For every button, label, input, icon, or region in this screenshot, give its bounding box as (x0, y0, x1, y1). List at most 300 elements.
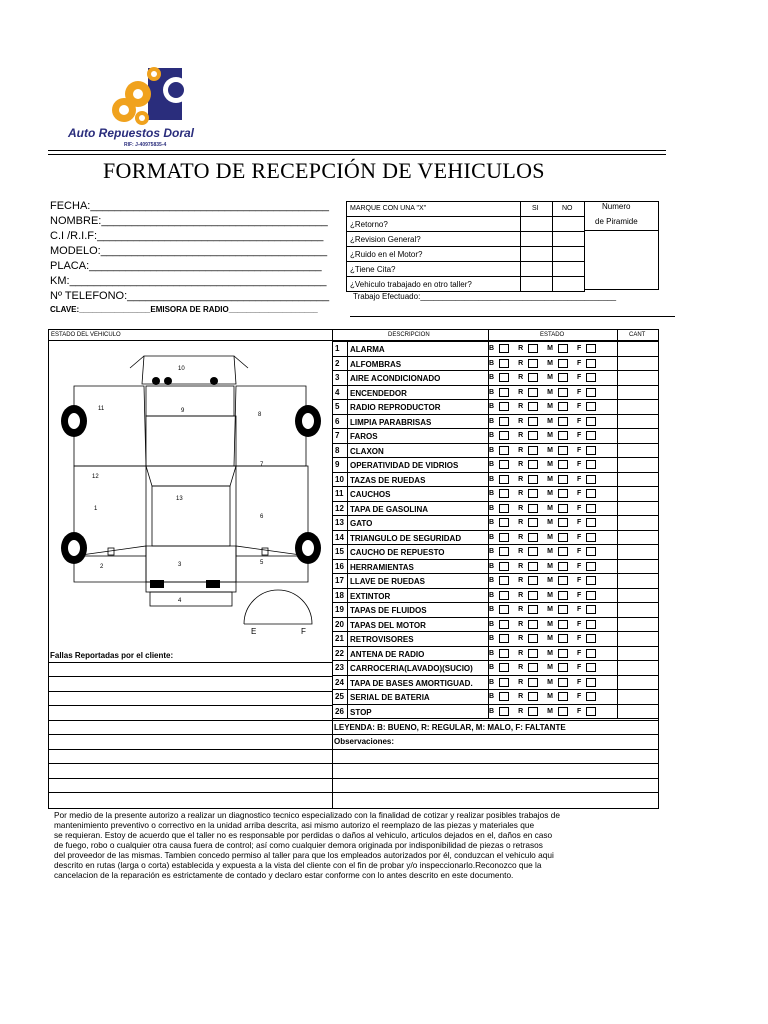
fallas-line[interactable] (48, 705, 332, 706)
question-row (346, 216, 521, 232)
item-number: 17 (335, 576, 344, 585)
estado-letter: R (518, 635, 524, 643)
fallas-line[interactable] (48, 749, 332, 750)
estado-checkbox[interactable] (558, 446, 568, 455)
estado-letter: M (547, 548, 553, 556)
estado-letter: B (489, 707, 495, 715)
fallas-line[interactable] (48, 662, 332, 663)
estado-options (489, 388, 605, 397)
estado-letter: F (576, 635, 582, 643)
si-header: SI (532, 205, 539, 212)
estado-checkbox[interactable] (528, 431, 538, 440)
si-checkbox[interactable] (520, 216, 553, 232)
estado-letter: R (518, 417, 524, 425)
diagram-label-10: 10 (178, 366, 185, 372)
estado-letter: M (547, 591, 553, 599)
estado-checkbox[interactable] (558, 634, 568, 643)
estado-checkbox[interactable] (499, 547, 509, 556)
item-number: 3 (335, 373, 340, 382)
estado-letter: F (576, 475, 582, 483)
estado-letter: M (547, 533, 553, 541)
estado-letter: M (547, 606, 553, 614)
diagram-label-5: 5 (260, 560, 264, 566)
estado-header: ESTADO (540, 332, 565, 338)
estado-letter: F (576, 490, 582, 498)
estado-checkbox[interactable] (499, 402, 509, 411)
estado-checkbox[interactable] (499, 605, 509, 614)
estado-checkbox[interactable] (499, 707, 509, 716)
estado-checkbox[interactable] (499, 533, 509, 542)
si-checkbox[interactable] (520, 276, 553, 292)
estado-options (489, 446, 605, 455)
estado-checkbox[interactable] (558, 518, 568, 527)
item-number: 26 (335, 706, 344, 716)
item-description: SERIAL DE BATERIA (350, 693, 430, 702)
question-label: ¿Vehiculo trabajado en otro taller? (350, 280, 472, 289)
observaciones-line[interactable] (332, 778, 659, 779)
diagram-label-8: 8 (258, 412, 262, 418)
fallas-line[interactable] (48, 676, 332, 677)
question-label: ¿Tiene Cita? (350, 265, 396, 274)
estado-checkbox[interactable] (586, 663, 596, 672)
leyenda: LEYENDA: B: BUENO, R: REGULAR, M: MALO, F: FALTANTE (334, 723, 566, 732)
diagram-label-2: 2 (100, 564, 104, 570)
item-number: 12 (335, 503, 344, 513)
estado-checkbox[interactable] (499, 460, 509, 469)
estado-checkbox[interactable] (558, 489, 568, 498)
field-telefono[interactable]: Nº TELEFONO:_________________________________ (50, 290, 330, 302)
estado-checkbox[interactable] (528, 605, 538, 614)
estado-letter: F (576, 707, 582, 715)
gear-logo-icon (94, 64, 204, 130)
estado-checkbox[interactable] (586, 533, 596, 542)
estado-checkbox[interactable] (586, 489, 596, 498)
estado-checkbox[interactable] (586, 359, 596, 368)
estado-checkbox[interactable] (499, 562, 509, 571)
item-number: 9 (335, 460, 340, 469)
field-clave[interactable]: CLAVE:________________EMISORA DE RADIO____________________ (50, 305, 318, 314)
estado-checkbox[interactable] (558, 649, 568, 658)
estado-options (489, 431, 605, 440)
estado-checkbox[interactable] (558, 562, 568, 571)
estado-options (489, 678, 605, 687)
item-number: 22 (335, 648, 344, 658)
question-row (346, 261, 521, 277)
item-number: 2 (335, 358, 340, 368)
estado-checkbox[interactable] (528, 446, 538, 455)
estado-letter: M (547, 620, 553, 628)
estado-letter: B (489, 635, 495, 643)
item-number: 20 (335, 619, 344, 629)
estado-letter: R (518, 388, 524, 396)
diagram-label-13: 13 (176, 496, 183, 502)
field-nombre[interactable]: NOMBRE:_____________________________________ (50, 215, 328, 227)
estado-checkbox[interactable] (528, 504, 538, 513)
estado-checkbox[interactable] (586, 373, 596, 382)
estado-checkbox[interactable] (586, 634, 596, 643)
item-description: TAPAS DEL MOTOR (350, 620, 426, 630)
estado-checkbox[interactable] (528, 460, 538, 469)
estado-checkbox[interactable] (586, 460, 596, 469)
estado-checkbox[interactable] (528, 620, 538, 629)
estado-checkbox[interactable] (586, 431, 596, 440)
question-label: ¿Ruido en el Motor? (350, 250, 423, 259)
estado-letter: R (518, 359, 524, 367)
logo-rif: RIF: J-40975835-4 (124, 142, 167, 148)
logo (62, 64, 222, 154)
item-number: 25 (335, 692, 344, 701)
estado-letter: R (518, 533, 524, 541)
estado-vehiculo-header: ESTADO DEL VEHICULO (51, 332, 121, 338)
estado-checkbox[interactable] (586, 475, 596, 484)
estado-checkbox[interactable] (528, 707, 538, 716)
estado-checkbox[interactable] (558, 431, 568, 440)
field-ci-rif[interactable]: C.I /R.I.F:_____________________________________ (50, 230, 324, 242)
estado-options (489, 504, 605, 513)
estado-options (489, 402, 605, 411)
estado-checkbox[interactable] (558, 707, 568, 716)
estado-letter: B (489, 432, 495, 440)
estado-letter: B (489, 562, 495, 570)
estado-checkbox[interactable] (528, 649, 538, 658)
item-description: TAZAS DE RUEDAS (350, 475, 426, 485)
item-description: AIRE ACONDICIONADO (350, 374, 441, 383)
estado-checkbox[interactable] (528, 663, 538, 672)
estado-checkbox[interactable] (528, 359, 538, 368)
observaciones-line[interactable] (332, 749, 659, 750)
divider (48, 154, 666, 155)
estado-options (489, 576, 605, 585)
page-title: FORMATO DE RECEPCIÓN DE VEHICULOS (103, 158, 545, 183)
estado-checkbox[interactable] (499, 620, 509, 629)
estado-checkbox[interactable] (499, 417, 509, 426)
estado-checkbox[interactable] (558, 533, 568, 542)
estado-checkbox[interactable] (528, 692, 538, 701)
estado-letter: R (518, 432, 524, 440)
estado-letter: F (576, 548, 582, 556)
estado-checkbox[interactable] (586, 504, 596, 513)
estado-letter: B (489, 345, 495, 353)
estado-checkbox[interactable] (558, 344, 568, 353)
estado-checkbox[interactable] (499, 489, 509, 498)
item-description: LLAVE DE RUEDAS (350, 577, 425, 586)
estado-checkbox[interactable] (528, 533, 538, 542)
estado-letter: M (547, 359, 553, 367)
estado-letter: B (489, 374, 495, 382)
estado-checkbox[interactable] (586, 605, 596, 614)
estado-letter: F (576, 519, 582, 527)
estado-letter: M (547, 461, 553, 469)
estado-letter: F (576, 403, 582, 411)
estado-letter: M (547, 345, 553, 353)
observaciones-line[interactable] (332, 792, 659, 793)
estado-checkbox[interactable] (558, 663, 568, 672)
estado-checkbox[interactable] (499, 692, 509, 701)
no-checkbox[interactable] (552, 246, 585, 262)
authorization-text: Por medio de la presente autorizo a realizar un diagnostico tecnico especializado con la finalidad de cotizar y realizar posibles trabajos de mantenimiento preventivo o correctivo en la unidad arriba descrita, asi mismo autorizo el reemplazo de las piezas y materiales que se requieran. Estoy de acuerdo que el taller no es responsable por perdidas o daños al vehiculo, articulos dejados en el, daños en caso de fuego, robo o cualquier otra causa fuera de control; así como cualquier demora originada por indisponibilidad de piezas o retrasos del proveedor de las mismas. Tambien concedo permiso al taller para que los empleados autorizados por él, conduzcan el vehiculo aqui descrito en rutas (larga o corta) establecida y expuesta a la vista del cliente con el fin de probar y/o inspeccionarlo.Reconozco que la cancelacion de la reparación es estrictamente de contado y declaro estar conforme con lo antes descrito en este documento. (54, 810, 560, 880)
estado-checkbox[interactable] (558, 591, 568, 600)
item-number: 6 (335, 416, 340, 426)
estado-checkbox[interactable] (528, 576, 538, 585)
estado-letter: B (489, 693, 495, 701)
item-number: 14 (335, 532, 344, 542)
estado-checkbox[interactable] (499, 678, 509, 687)
estado-letter: M (547, 374, 553, 382)
estado-checkbox[interactable] (586, 576, 596, 585)
estado-options (489, 663, 605, 672)
estado-letter: B (489, 606, 495, 614)
estado-letter: B (489, 403, 495, 411)
estado-checkbox[interactable] (528, 678, 538, 687)
fallas-line[interactable] (48, 691, 332, 692)
car-damage-diagram (54, 346, 326, 646)
observaciones-line[interactable] (332, 763, 659, 764)
item-description: EXTINTOR (350, 591, 391, 601)
estado-checkbox[interactable] (499, 446, 509, 455)
fallas-line[interactable] (48, 778, 332, 779)
estado-checkbox[interactable] (558, 547, 568, 556)
estado-letter: M (547, 417, 553, 425)
estado-checkbox[interactable] (586, 518, 596, 527)
field-placa[interactable]: PLACA:______________________________________ (50, 260, 322, 272)
estado-checkbox[interactable] (528, 489, 538, 498)
estado-letter: R (518, 519, 524, 527)
diagram-label-9: 9 (181, 408, 185, 414)
estado-letter: F (576, 504, 582, 512)
item-number: 15 (335, 547, 344, 556)
estado-checkbox[interactable] (558, 388, 568, 397)
fallas-line[interactable] (48, 720, 332, 721)
estado-letter: B (489, 577, 495, 585)
no-checkbox[interactable] (552, 216, 585, 232)
estado-options (489, 417, 605, 426)
estado-letter: F (576, 678, 582, 686)
estado-options (489, 707, 605, 716)
estado-checkbox[interactable] (499, 649, 509, 658)
fallas-line[interactable] (48, 792, 332, 793)
estado-checkbox[interactable] (586, 692, 596, 701)
trabajo-efectuado[interactable]: Trabajo Efectuado:____________________________________________ (353, 292, 617, 301)
estado-checkbox[interactable] (528, 388, 538, 397)
estado-checkbox[interactable] (586, 402, 596, 411)
estado-options (489, 634, 605, 643)
estado-checkbox[interactable] (528, 344, 538, 353)
estado-letter: M (547, 432, 553, 440)
item-description: STOP (350, 707, 372, 717)
estado-letter: F (576, 606, 582, 614)
field-modelo[interactable]: MODELO:_____________________________________ (50, 245, 328, 257)
estado-letter: M (547, 490, 553, 498)
no-checkbox[interactable] (552, 261, 585, 277)
estado-checkbox[interactable] (558, 620, 568, 629)
estado-options (489, 649, 605, 658)
item-description: FAROS (350, 432, 378, 441)
client-fields (50, 199, 340, 304)
estado-letter: F (576, 388, 582, 396)
item-description: CAUCHOS (350, 490, 391, 499)
item-description: ALFOMBRAS (350, 359, 402, 369)
estado-checkbox[interactable] (558, 678, 568, 687)
item-description: TAPAS DE FLUIDOS (350, 606, 427, 615)
estado-letter: F (576, 693, 582, 701)
estado-checkbox[interactable] (499, 344, 509, 353)
estado-letter: F (576, 461, 582, 469)
field-fecha[interactable]: FECHA:_______________________________________ (50, 200, 329, 212)
estado-checkbox[interactable] (586, 678, 596, 687)
estado-checkbox[interactable] (499, 431, 509, 440)
item-description: ALARMA (350, 345, 385, 354)
estado-checkbox[interactable] (586, 446, 596, 455)
item-number: 8 (335, 445, 340, 455)
estado-options (489, 533, 605, 542)
fuel-gauge-f: F (301, 627, 306, 636)
estado-checkbox[interactable] (586, 417, 596, 426)
estado-checkbox[interactable] (528, 591, 538, 600)
estado-checkbox[interactable] (558, 504, 568, 513)
estado-letter: R (518, 490, 524, 498)
estado-letter: R (518, 562, 524, 570)
estado-letter: M (547, 519, 553, 527)
diagram-label-6: 6 (260, 514, 264, 520)
estado-letter: M (547, 475, 553, 483)
estado-checkbox[interactable] (586, 344, 596, 353)
estado-checkbox[interactable] (558, 692, 568, 701)
estado-letter: M (547, 649, 553, 657)
estado-checkbox[interactable] (528, 402, 538, 411)
logo-name: Auto Repuestos Doral (68, 126, 195, 140)
estado-checkbox[interactable] (499, 359, 509, 368)
estado-letter: R (518, 345, 524, 353)
questions-header: MARQUE CON UNA "X" (350, 205, 427, 212)
estado-letter: B (489, 519, 495, 527)
estado-checkbox[interactable] (558, 605, 568, 614)
estado-letter: M (547, 388, 553, 396)
estado-checkbox[interactable] (558, 359, 568, 368)
estado-checkbox[interactable] (586, 620, 596, 629)
question-row (346, 231, 521, 247)
si-checkbox[interactable] (520, 231, 553, 247)
fallas-label: Fallas Reportadas por el cliente: (50, 651, 174, 660)
item-number: 13 (335, 518, 344, 527)
fallas-line[interactable] (48, 734, 332, 735)
estado-letter: R (518, 664, 524, 672)
estado-checkbox[interactable] (528, 373, 538, 382)
item-number: 11 (335, 489, 344, 498)
estado-letter: F (576, 359, 582, 367)
si-checkbox[interactable] (520, 246, 553, 262)
estado-letter: B (489, 548, 495, 556)
item-number: 18 (335, 590, 344, 600)
estado-checkbox[interactable] (528, 634, 538, 643)
estado-letter: F (576, 591, 582, 599)
estado-letter: B (489, 649, 495, 657)
estado-letter: R (518, 649, 524, 657)
estado-letter: F (576, 345, 582, 353)
descripcion-header: DESCRIPCION (388, 332, 430, 338)
estado-checkbox[interactable] (499, 663, 509, 672)
estado-checkbox[interactable] (558, 373, 568, 382)
estado-checkbox[interactable] (528, 518, 538, 527)
item-description: OPERATIVIDAD DE VIDRIOS (350, 461, 459, 470)
estado-letter: B (489, 475, 495, 483)
estado-letter: R (518, 591, 524, 599)
no-checkbox[interactable] (552, 231, 585, 247)
estado-checkbox[interactable] (499, 504, 509, 513)
item-description: LIMPIA PARABRISAS (350, 417, 432, 427)
estado-checkbox[interactable] (499, 475, 509, 484)
estado-checkbox[interactable] (499, 373, 509, 382)
item-number: 7 (335, 431, 340, 440)
estado-checkbox[interactable] (558, 402, 568, 411)
item-description: ANTENA DE RADIO (350, 649, 425, 659)
estado-checkbox[interactable] (499, 634, 509, 643)
estado-checkbox[interactable] (499, 388, 509, 397)
numero-label: Numero (602, 202, 631, 211)
estado-letter: B (489, 446, 495, 454)
estado-letter: M (547, 577, 553, 585)
question-label: ¿Retorno? (350, 220, 388, 229)
estado-checkbox[interactable] (558, 417, 568, 426)
divider (48, 150, 666, 151)
no-checkbox[interactable] (552, 276, 585, 292)
estado-checkbox[interactable] (586, 649, 596, 658)
estado-checkbox[interactable] (528, 417, 538, 426)
estado-options (489, 475, 605, 484)
estado-checkbox[interactable] (558, 576, 568, 585)
estado-checkbox[interactable] (528, 475, 538, 484)
item-number: 4 (335, 387, 340, 397)
estado-checkbox[interactable] (499, 591, 509, 600)
diagram-label-4: 4 (178, 598, 182, 604)
item-number: 1 (335, 344, 340, 353)
estado-letter: B (489, 504, 495, 512)
divider (350, 316, 675, 317)
estado-checkbox[interactable] (499, 576, 509, 585)
diagram-label-11: 11 (98, 406, 105, 412)
estado-checkbox[interactable] (586, 591, 596, 600)
observaciones-label[interactable]: Observaciones: (334, 737, 395, 746)
estado-checkbox[interactable] (558, 460, 568, 469)
estado-letter: M (547, 562, 553, 570)
estado-letter: R (518, 707, 524, 715)
field-km[interactable]: KM:__________________________________________ (50, 275, 327, 287)
item-description: CARROCERIA(LAVADO)(SUCIO) (350, 664, 473, 673)
si-checkbox[interactable] (520, 261, 553, 277)
estado-letter: B (489, 388, 495, 396)
estado-checkbox[interactable] (558, 475, 568, 484)
estado-checkbox[interactable] (586, 562, 596, 571)
estado-letter: F (576, 664, 582, 672)
item-description: RETROVISORES (350, 635, 414, 644)
estado-options (489, 547, 605, 556)
question-row (346, 246, 521, 262)
fallas-line[interactable] (48, 763, 332, 764)
estado-letter: B (489, 678, 495, 686)
item-description: HERRAMIENTAS (350, 562, 414, 572)
estado-letter: R (518, 577, 524, 585)
estado-checkbox[interactable] (586, 547, 596, 556)
item-description: GATO (350, 519, 373, 528)
estado-checkbox[interactable] (528, 547, 538, 556)
estado-letter: B (489, 359, 495, 367)
estado-options (489, 489, 605, 498)
item-description: CLAXON (350, 446, 384, 456)
estado-checkbox[interactable] (528, 562, 538, 571)
estado-checkbox[interactable] (586, 388, 596, 397)
estado-checkbox[interactable] (499, 518, 509, 527)
estado-checkbox[interactable] (586, 707, 596, 716)
question-row (346, 276, 521, 292)
